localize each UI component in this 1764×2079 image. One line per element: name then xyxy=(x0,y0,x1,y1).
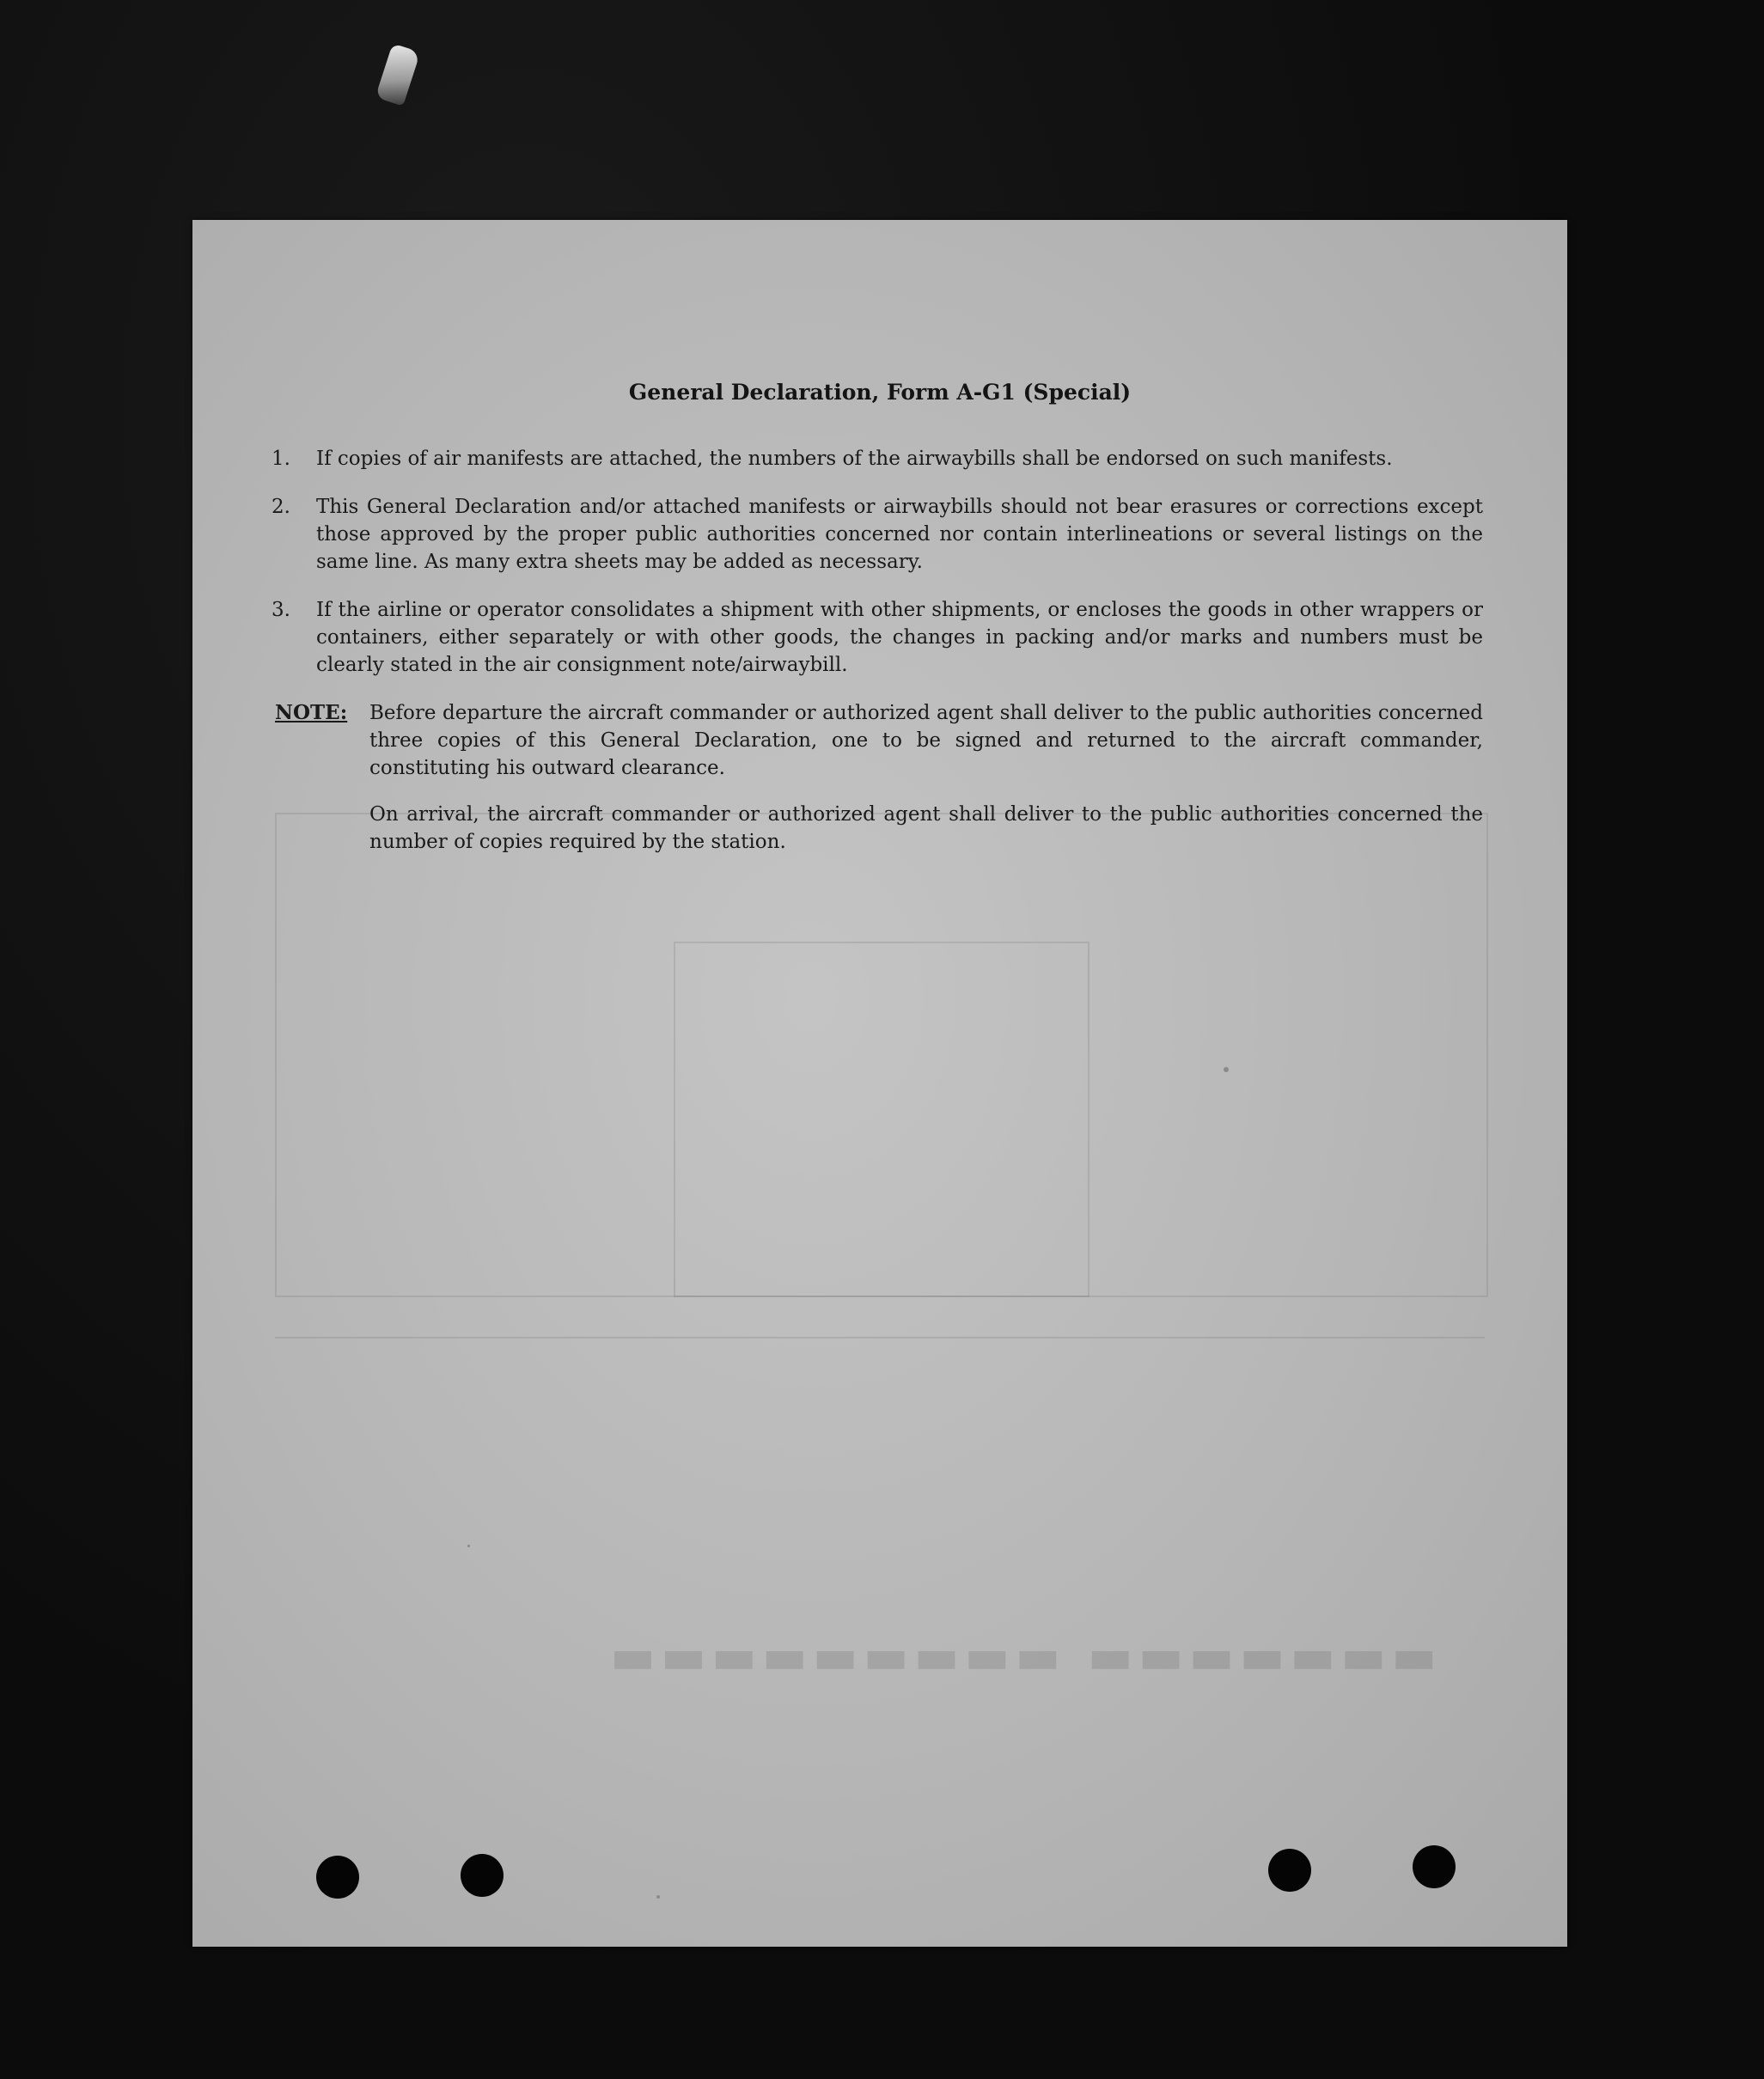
bleed-through-table-inner xyxy=(674,942,1090,1297)
note-block-2 xyxy=(275,801,1483,856)
dust-speck xyxy=(467,1545,470,1547)
document-page xyxy=(192,220,1567,1947)
instruction-item-2 xyxy=(272,493,1483,576)
note-label: NOTE: xyxy=(275,701,348,724)
item-text: If the airline or operator consolidates a shipment with other shipments, or encloses the goods in other wrappers or containers, either separately or with other goods, the changes in packing and/or marks and numbers must be clearly stated in the air consignment note/airwaybill. xyxy=(316,599,1483,676)
punch-hole xyxy=(1413,1845,1456,1888)
page-title: General Declaration, Form A-G1 (Special) xyxy=(628,380,1132,405)
punch-hole xyxy=(1268,1849,1311,1892)
dust-speck xyxy=(656,1895,660,1899)
item-number: 1. xyxy=(272,448,290,470)
bleed-through-box xyxy=(275,1337,1485,1340)
item-number: 2. xyxy=(272,496,290,518)
dust-speck xyxy=(1224,1067,1229,1072)
item-number: 3. xyxy=(272,599,290,621)
punch-hole xyxy=(316,1856,359,1899)
instruction-item-3 xyxy=(272,596,1483,679)
punch-hole xyxy=(461,1854,504,1897)
note-paragraph-2: On arrival, the aircraft commander or authorized agent shall deliver to the public authorities concerned the number of copies required by the station. xyxy=(369,803,1483,853)
note-paragraph-1: Before departure the aircraft commander or authorized agent shall deliver to the public authorities concerned three copies of this General Declaration, one to be signed and returned to the aircraft commander, constituting his outward clearance. xyxy=(369,702,1483,779)
bleed-through-heading: ▬▬▬▬▬▬▬ ▬▬▬▬▬▬▬▬▬ xyxy=(605,1629,1437,1685)
item-text: If copies of air manifests are attached, the numbers of the airwaybills shall be endorsed on such manifests. xyxy=(316,448,1393,470)
instruction-item-1 xyxy=(272,445,1483,472)
note-block xyxy=(275,699,1483,782)
item-text: This General Declaration and/or attached manifests or airwaybills should not bear erasures or corrections except those approved by the proper public authorities concerned nor contain interlineations or several listings on the same line. As many extra sheets may be added as necessary. xyxy=(316,496,1483,573)
